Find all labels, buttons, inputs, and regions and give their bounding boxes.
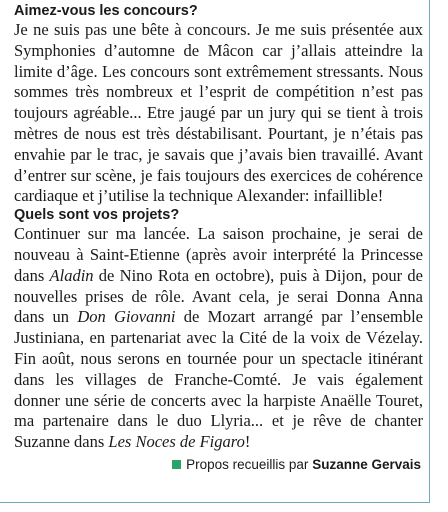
work-title-aladin: Aladin [49,265,94,285]
answer-projets-text-2: de Nino Rota en octobre), puis à Dijon, pour de nouvelles prises de rôle. Avant cela, je serai Donna Anna dans un [14,265,424,327]
interview-credit [14,456,423,473]
answer-projets [14,224,423,453]
work-title-noces-de-figaro: Les Noces de Figaro [108,432,245,452]
question-concours: Aimez-vous les concours? [14,3,198,19]
credit-prefix: Propos recueillis par [186,456,313,472]
answer-projets-text-1: Continuer sur ma lancée. La saison prochaine, je serai de nouveau à Saint-Etienne (après avoir interprété la Princesse dans [14,224,423,285]
answer-concours: Je ne suis pas une bête à concours. Je me suis présentée aux Symphonies d’automne de Mâcon car j’allais atteindre la limite d’âge. Les concours sont extrêmement stressants. Nous sommes très nombreux et l’esprit de compétition n’est pas toujours agréable... Etre jaugé par un jury qui se tient à trois mètres de nous est très déstabilisant. Pourtant, je n’étais pas envahie par le trac, je savais que j’avais bien travaillé. Avant d’entrer sur scène, je fais toujours des exercices de cohérence cardiaque et j’utilise la technique Alexander: infaillible! [14,20,423,206]
square-bullet-icon [172,460,181,469]
answer-projets-text-4: ! [244,432,251,452]
answer-projets-text-3: de Mozart arrangé par l’ensemble Justiniana, en partenariat avec la Cité de la voix de Vézelay. Fin août, nous serons en tournée pour un spectacle itinérant dans les villages de Franche-Comté. Je vais également donner une série de concerts avec la harpiste Anaëlle Touret, ma partenaire dans le duo Llyria... et je rêve de chanter Suzanne dans [14,307,424,452]
question-projets: Quels sont vos projets? [14,207,180,224]
credit-author-name: Suzanne Gervais [312,456,421,472]
work-title-don-giovanni: Don Giovanni [77,307,176,327]
